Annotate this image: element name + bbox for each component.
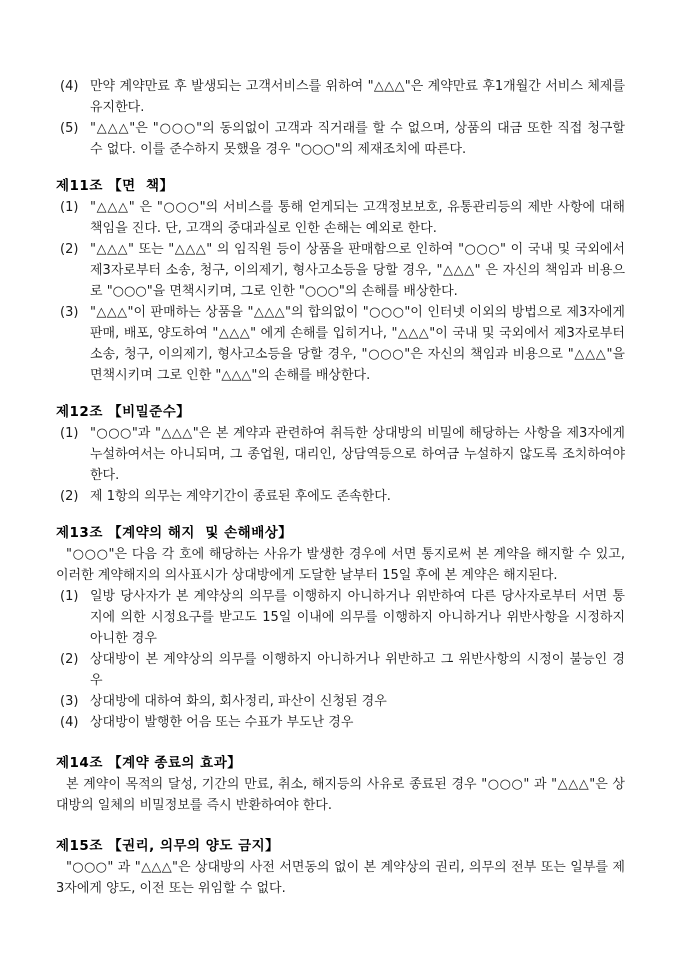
item-text: "△△△" 또는 "△△△" 의 임직원 등이 상품을 판매함으로 인하여 "○○○" 이 국내 및 국외에서 제3자로부터 소송, 청구, 이의제기, 형사고소등을 당할 경우, "△△△" 은 자신의 책임과 비용으로 "○○○"을 면책시키며, 그로 인한 "○○○"의 손해를 배상한다. <box>90 242 625 299</box>
article-intro-paragraph: "○○○" 과 "△△△"은 상대방의 사전 서면동의 없이 본 계약상의 권리, 의무의 전부 또는 일부를 제3자에게 양도, 이전 또는 위임할 수 없다. <box>56 860 625 896</box>
list-item <box>60 302 625 386</box>
item-text: 일방 당사자가 본 계약상의 의무를 이행하지 아니하거나 위반하여 다른 당사자로부터 서면 통지에 의한 시정요구를 받고도 15일 이내에 의무를 이행하지 아니하거나 위반사항을 시정하지 아니한 경우 <box>90 589 625 646</box>
list-item <box>60 691 625 712</box>
item-number: (4) <box>60 715 79 730</box>
item-number: (1) <box>60 589 79 604</box>
item-text: "△△△"이 판매하는 상품을 "△△△"의 합의없이 "○○○"이 인터넷 이외의 방법으로 제3자에게 판매, 배포, 양도하여 "△△△" 에게 손해를 입히거나, "△△△"이 국내 및 국외에서 제3자로부터 소송, 청구, 이의제기, 형사고소등을 당할 경우, "○○○"은 자신의 책임과 비용으로 "△△△"을 면책시키며 그로 인한 "△△△"의 손해를 배상한다. <box>90 305 625 383</box>
item-text: 만약 계약만료 후 발생되는 고객서비스를 위하여 "△△△"은 계약만료 후1개월간 서비스 체제를 유지한다. <box>90 79 625 115</box>
article-heading: 제11조 【면 책】 <box>56 178 174 194</box>
article-13 <box>56 523 625 733</box>
item-number: (2) <box>60 242 79 257</box>
item-text: "△△△" 은 "○○○"의 서비스를 통해 얻게되는 고객정보보호, 유통관리등의 제반 사항에 대해 책임을 진다. 단, 고객의 중대과실로 인한 손해는 예외로 한다. <box>90 200 625 236</box>
article-14 <box>56 753 625 816</box>
item-number: (1) <box>60 200 79 215</box>
item-number: (2) <box>60 489 79 504</box>
list-item <box>60 118 625 160</box>
item-text: 상대방이 발행한 어음 또는 수표가 부도난 경우 <box>90 715 354 730</box>
article-15 <box>56 836 625 899</box>
list-item <box>60 239 625 302</box>
item-text: 제 1항의 의무는 계약기간이 종료된 후에도 존속한다. <box>90 489 391 504</box>
item-number: (1) <box>60 426 79 441</box>
list-item <box>60 586 625 649</box>
article-12 <box>56 402 625 507</box>
item-number: (3) <box>60 694 79 709</box>
list-item <box>60 197 625 239</box>
list-item <box>60 423 625 486</box>
article-heading: 제14조 【계약 종료의 효과】 <box>56 755 242 771</box>
article-intro-paragraph: 본 계약이 목적의 달성, 기간의 만료, 취소, 해지등의 사유로 종료된 경우 "○○○" 과 "△△△"은 상대방의 일체의 비밀정보를 즉시 반환하여야 한다. <box>56 777 625 813</box>
list-item <box>60 486 625 507</box>
item-number: (3) <box>60 305 79 320</box>
item-text: "△△△"은 "○○○"의 동의없이 고객과 직거래를 할 수 없으며, 상품의 대금 또한 직접 청구할 수 없다. 이를 준수하지 못했을 경우 "○○○"의 제재조치에 따른다. <box>90 121 625 157</box>
article-heading: 제13조 【계약의 해지 및 손해배상】 <box>56 525 293 541</box>
article-intro-paragraph: "○○○"은 다음 각 호에 해당하는 사유가 발생한 경우에 서면 통지로써 본 계약을 해지할 수 있고, 이러한 계약해지의 의사표시가 상대방에게 도달한 날부터 15일 후에 본 계약은 해지된다. <box>56 547 625 583</box>
list-item <box>60 76 625 118</box>
item-number: (5) <box>60 121 79 136</box>
article-heading: 제15조 【권리, 의무의 양도 금지】 <box>56 838 280 854</box>
item-text: 상대방이 본 계약상의 의무를 이행하지 아니하거나 위반하고 그 위반사항의 시정이 불능인 경우 <box>90 652 625 688</box>
item-text: 상대방에 대하여 화의, 회사정리, 파산이 신청된 경우 <box>90 694 387 709</box>
list-item <box>60 712 625 733</box>
list-item <box>60 649 625 691</box>
item-number: (4) <box>60 79 79 94</box>
article-11 <box>56 176 625 386</box>
article-heading: 제12조 【비밀준수】 <box>56 404 191 420</box>
item-number: (2) <box>60 652 79 667</box>
item-text: "○○○"과 "△△△"은 본 계약과 관련하여 취득한 상대방의 비밀에 해당하는 사항을 제3자에게 누설하여서는 아니되며, 그 종업원, 대리인, 상담역등으로 하여금 누설하지 않도록 조치하여야 한다. <box>90 426 625 483</box>
